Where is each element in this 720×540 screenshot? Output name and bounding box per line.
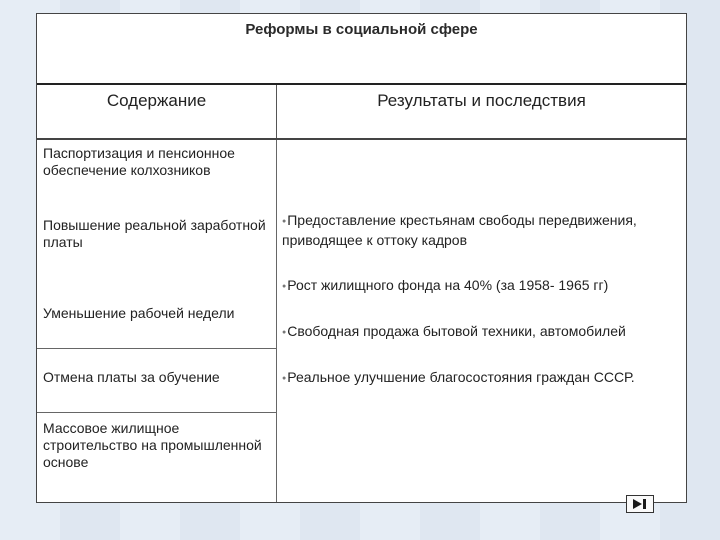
column-divider: [276, 140, 277, 502]
row-divider: [37, 348, 276, 349]
header-row: [37, 85, 686, 140]
bullet-icon: ●: [282, 282, 287, 290]
bullet-icon: ●: [282, 374, 287, 382]
content-item-work-week: Уменьшение рабочей недели: [43, 305, 235, 321]
bullet-icon: ●: [282, 217, 287, 225]
skip-to-end-button[interactable]: [626, 495, 654, 513]
slide-title: Реформы в социальной сфере: [245, 21, 478, 38]
content-item-tuition: Отмена платы за обучение: [43, 369, 220, 385]
skip-to-end-icon: [627, 496, 653, 512]
result-item-freedom: ●Предоставление крестьянам свободы передвижения, приводящее к оттоку кадров: [282, 212, 637, 248]
result-item-appliances: ●Свободная продажа бытовой техники, автомобилей: [282, 323, 626, 339]
header-content: Содержание: [106, 91, 207, 110]
bullet-icon: ●: [282, 328, 287, 336]
content-item-passport: Паспортизация и пенсионное обеспечение колхозников: [43, 145, 235, 178]
content-item-housing: Массовое жилищное строительство на промышленной основе: [43, 420, 262, 470]
result-item-housing: ●Рост жилищного фонда на 40% (за 1958- 1965 гг): [282, 277, 609, 293]
title-row: [37, 14, 686, 85]
content-item-wages: Повышение реальной заработной платы: [43, 217, 266, 250]
header-results: Результаты и последствия: [377, 91, 586, 110]
result-item-welfare: ●Реальное улучшение благосостояния граждан СССР.: [282, 369, 635, 385]
reform-table: [36, 13, 687, 503]
row-divider: [37, 412, 276, 413]
